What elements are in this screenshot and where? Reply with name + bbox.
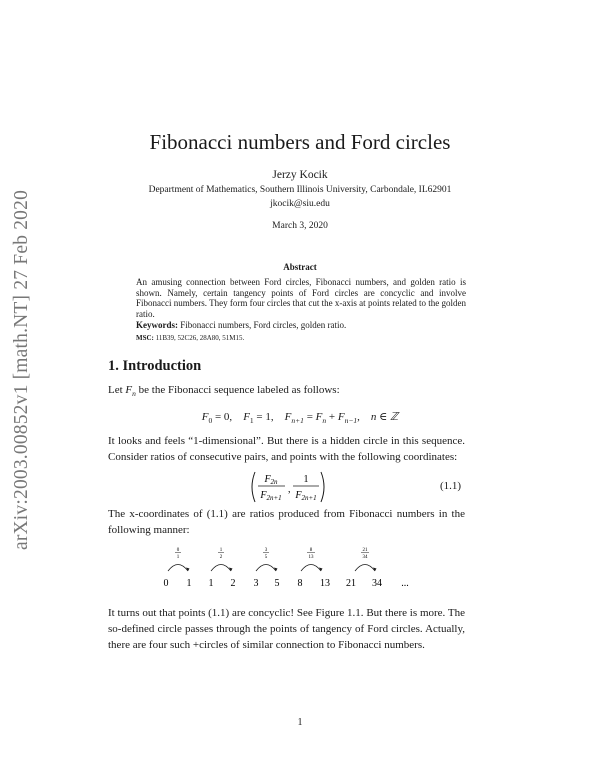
svg-text:2: 2: [219, 555, 223, 560]
sequence-term: 3: [253, 578, 259, 589]
section-heading: 1. Introduction: [108, 358, 202, 374]
point-coordinates-equation: [248, 470, 328, 504]
ratio-label: [361, 548, 369, 560]
ratio-label: [175, 548, 181, 560]
ratio-arc: [211, 565, 231, 572]
msc-text: 11B39, 52C26, 28A80, 51M15.: [155, 334, 245, 342]
eq-den2: $F_{2n+1}$: [295, 490, 317, 502]
svg-text:0: 0: [176, 548, 180, 553]
ratio-arc: [301, 565, 321, 572]
eq-comma: ,: [288, 484, 291, 495]
keywords-label: Keywords:: [136, 320, 178, 330]
svg-text:13: 13: [308, 555, 314, 560]
author-email: jkocik@siu.edu: [270, 199, 330, 209]
equation-label: (1.1): [440, 480, 462, 492]
keywords-line: [136, 320, 466, 330]
ratio-arc: [256, 565, 276, 572]
ratio-arc: [168, 565, 188, 572]
abstract-text: An amusing connection between Ford circles, Fibonacci numbers, and golden ratio is shown. Namely, certain tangency points of Ford circles are concyclic and involve Fibonacci numbers. They form four circles that cut the x-axis at points related to the golden ratio.: [136, 277, 466, 319]
paper-title: Fibonacci numbers and Ford circles: [149, 130, 451, 154]
right-paren: [321, 472, 324, 502]
keywords-text: Fibonacci numbers, Ford circles, golden ratio.: [180, 320, 347, 330]
msc-line: [136, 334, 466, 342]
svg-text:8: 8: [309, 548, 313, 553]
author-affiliation: Department of Mathematics, Southern Illinois University, Carbondale, IL62901: [148, 185, 452, 195]
fibonacci-ratio-diagram: [150, 546, 430, 592]
ratio-labels: [175, 548, 369, 560]
ratio-label: [307, 548, 315, 560]
fibonacci-sequence: [164, 578, 409, 589]
svg-text:1: 1: [219, 548, 223, 553]
svg-text:1: 1: [176, 555, 180, 560]
sequence-term: 34: [372, 578, 382, 589]
ratio-label: [218, 548, 224, 560]
arxiv-id: arXiv:2003.00852v1 [math.NT] 27 Feb 2020: [11, 189, 33, 551]
paper-date: March 3, 2020: [272, 221, 328, 231]
author-name: Jerzy Kocik: [272, 169, 328, 181]
svg-text:5: 5: [264, 555, 268, 560]
sequence-term: 2: [230, 578, 236, 589]
abstract-heading: Abstract: [283, 262, 317, 272]
eq-num2: 1: [303, 474, 309, 485]
page-number: 1: [297, 717, 303, 728]
svg-text:3: 3: [264, 548, 268, 553]
svg-text:34: 34: [362, 555, 368, 560]
ratio-arc: [355, 565, 375, 572]
intro-paragraph-3: The x-coordinates of (1.1) are ratios produced from Fibonacci numbers in the following manner:: [108, 508, 465, 536]
sequence-term: 8: [297, 578, 303, 589]
fibonacci-definition-equation: $F_0 = 0$, $F_1 = 1$, $F_{n+1} = F_n + F_{n-1}$, n ∈ ℤ: [201, 411, 399, 426]
sequence-term: 1: [208, 578, 214, 589]
left-paren: [252, 472, 255, 502]
arrow-heads: [186, 568, 377, 572]
ratio-arcs: [168, 565, 375, 572]
eq-den1: $F_{2n+1}$: [260, 490, 282, 502]
sequence-term: 21: [346, 578, 356, 589]
sequence-term: 13: [320, 578, 330, 589]
sequence-ellipsis: ...: [401, 578, 409, 589]
sequence-term: 1: [186, 578, 192, 589]
intro-paragraph-4: It turns out that points (1.1) are concyclic! See Figure 1.1. But there is more. The so-defined circle passes through the points of tangency of Ford circles. Actually, there are four such +circles of similar connection to Fibonacci numbers.: [108, 607, 465, 651]
sequence-term: 0: [163, 578, 169, 589]
intro-paragraph-1: Let $F_n$ be the Fibonacci sequence labeled as follows:: [108, 384, 340, 399]
eq-num1: $F_{2n}$: [264, 474, 278, 486]
ratio-label: [263, 548, 269, 560]
svg-text:21: 21: [362, 548, 368, 553]
msc-label: MSC:: [136, 334, 154, 342]
sequence-term: 5: [274, 578, 280, 589]
intro-paragraph-2: It looks and feels “1-dimensional”. But there is a hidden circle in this sequence. Consider ratios of consecutive pairs, and points with the following coordinates:: [108, 435, 465, 463]
